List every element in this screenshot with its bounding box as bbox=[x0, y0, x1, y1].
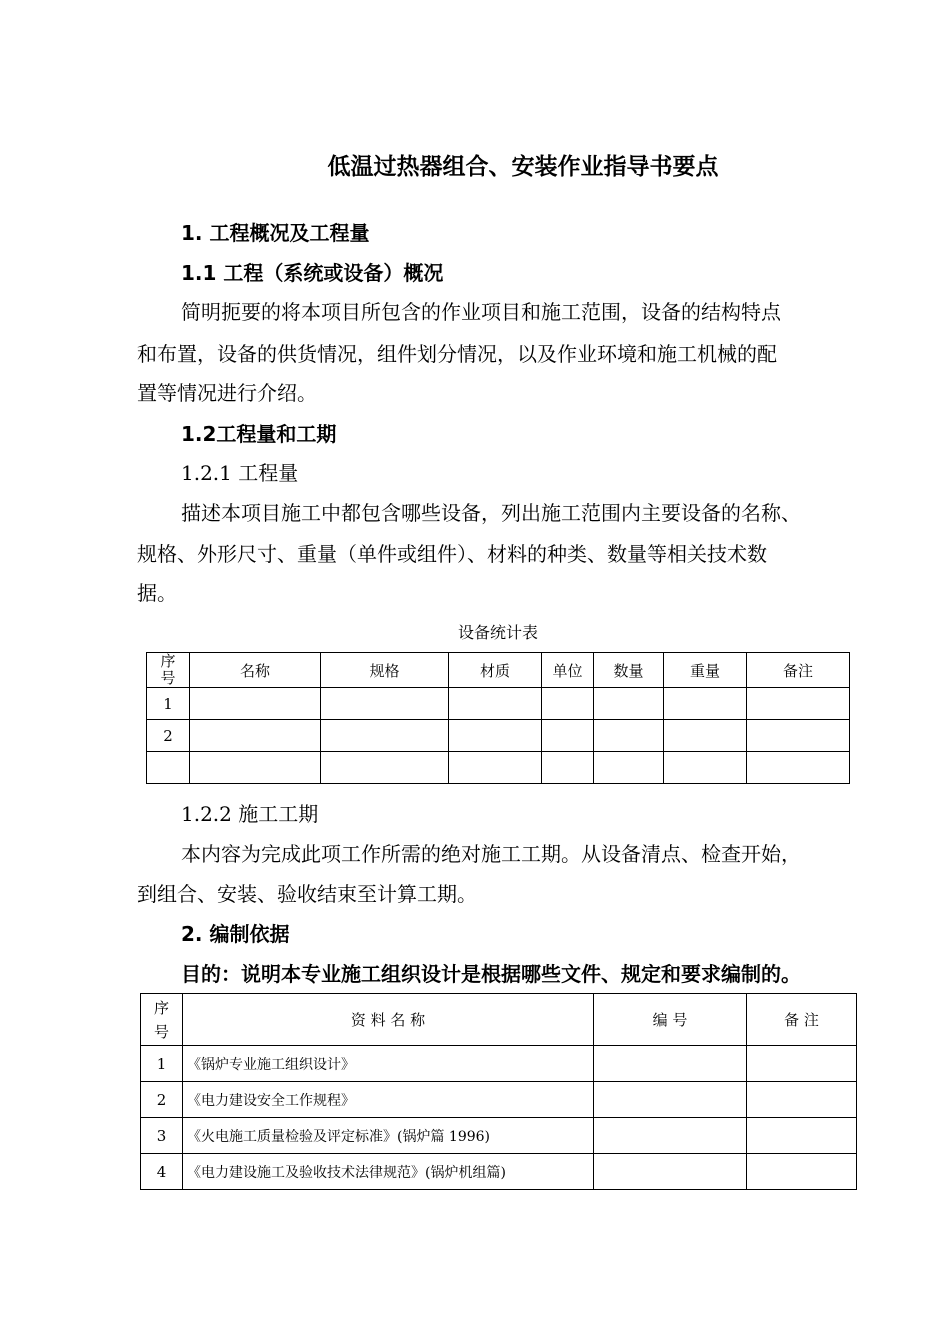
purpose-text: 目的：说明本专业施工组织设计是根据哪些文件、规定和要求编制的。 bbox=[181, 962, 801, 986]
paragraph-line: 简明扼要的将本项目所包含的作业项目和施工范围，设备的结构特点 bbox=[181, 300, 781, 324]
reference-table bbox=[140, 993, 857, 1190]
table-cell bbox=[747, 1118, 857, 1154]
table-cell bbox=[449, 752, 542, 784]
header-cell: 编 号 bbox=[594, 994, 747, 1046]
table-row bbox=[141, 1046, 857, 1082]
table-cell: 3 bbox=[141, 1118, 183, 1154]
header-cell: 备 注 bbox=[747, 994, 857, 1046]
table-cell bbox=[594, 1154, 747, 1190]
table-cell bbox=[190, 688, 321, 720]
table-caption: 设备统计表 bbox=[457, 623, 538, 642]
section-1-2-heading: 1.2工程量和工期 bbox=[181, 422, 337, 446]
table-cell bbox=[321, 752, 449, 784]
table-row bbox=[147, 688, 850, 720]
paragraph-line: 置等情况进行介绍。 bbox=[137, 381, 317, 405]
table-header-row bbox=[141, 994, 857, 1046]
table-row bbox=[147, 720, 850, 752]
table-row bbox=[141, 1118, 857, 1154]
table-cell bbox=[449, 688, 542, 720]
paragraph-line: 描述本项目施工中都包含哪些设备，列出施工范围内主要设备的名称、 bbox=[181, 501, 801, 525]
header-cell: 备注 bbox=[747, 653, 850, 688]
table-cell: 《锅炉专业施工组织设计》 bbox=[183, 1046, 594, 1082]
table-cell bbox=[747, 688, 850, 720]
paragraph-line: 和布置，设备的供货情况，组件划分情况，以及作业环境和施工机械的配 bbox=[137, 342, 777, 366]
table-cell bbox=[190, 752, 321, 784]
section-2-heading: 2. 编制依据 bbox=[181, 922, 290, 946]
header-cell: 序号 bbox=[147, 653, 190, 688]
section-1-heading: 1. 工程概况及工程量 bbox=[181, 221, 370, 245]
table-cell bbox=[594, 1118, 747, 1154]
table-cell: 《电力建设安全工作规程》 bbox=[183, 1082, 594, 1118]
section-1-2-2-heading: 1.2.2 施工工期 bbox=[181, 802, 319, 826]
paragraph-line: 规格、外形尺寸、重量（单件或组件）、材料的种类、数量等相关技术数 bbox=[137, 542, 767, 566]
table-cell: 2 bbox=[141, 1082, 183, 1118]
table-cell bbox=[594, 720, 664, 752]
table-cell bbox=[664, 688, 747, 720]
table-cell bbox=[594, 1046, 747, 1082]
table-cell: 《火电施工质量检验及评定标准》(锅炉篇 1996) bbox=[183, 1118, 594, 1154]
header-cell: 材质 bbox=[449, 653, 542, 688]
paragraph-line: 据。 bbox=[137, 581, 177, 605]
page-title: 低温过热器组合、安装作业指导书要点 bbox=[327, 154, 719, 180]
header-cell: 名称 bbox=[190, 653, 321, 688]
table-header-row bbox=[147, 653, 850, 688]
table-cell bbox=[321, 688, 449, 720]
table-cell bbox=[542, 752, 594, 784]
table-cell bbox=[594, 688, 664, 720]
table-cell bbox=[542, 688, 594, 720]
table-cell: 4 bbox=[141, 1154, 183, 1190]
table-cell: 1 bbox=[141, 1046, 183, 1082]
table-cell: 《电力建设施工及验收技术法律规范》(锅炉机组篇) bbox=[183, 1154, 594, 1190]
header-cell: 重量 bbox=[664, 653, 747, 688]
table-cell bbox=[747, 1082, 857, 1118]
header-cell: 资 料 名 称 bbox=[183, 994, 594, 1046]
header-cell: 序号 bbox=[141, 994, 183, 1046]
paragraph-line: 到组合、安装、验收结束至计算工期。 bbox=[137, 882, 477, 906]
table-cell bbox=[747, 720, 850, 752]
section-1-1-heading: 1.1 工程（系统或设备）概况 bbox=[181, 261, 444, 285]
table-cell bbox=[449, 720, 542, 752]
table-cell bbox=[664, 720, 747, 752]
table-cell bbox=[321, 720, 449, 752]
table-cell bbox=[147, 752, 190, 784]
section-1-2-1-heading: 1.2.1 工程量 bbox=[181, 461, 299, 485]
table-row bbox=[141, 1154, 857, 1190]
table-cell bbox=[594, 1082, 747, 1118]
table-cell bbox=[747, 1046, 857, 1082]
table-cell bbox=[747, 752, 850, 784]
table-row bbox=[141, 1082, 857, 1118]
header-cell: 单位 bbox=[542, 653, 594, 688]
table-cell bbox=[190, 720, 321, 752]
table-cell bbox=[747, 1154, 857, 1190]
table-row bbox=[147, 752, 850, 784]
header-cell: 规格 bbox=[321, 653, 449, 688]
table-cell: 2 bbox=[147, 720, 190, 752]
table-cell: 1 bbox=[147, 688, 190, 720]
table-cell bbox=[542, 720, 594, 752]
equipment-table bbox=[146, 652, 850, 784]
table-cell bbox=[594, 752, 664, 784]
table-cell bbox=[664, 752, 747, 784]
header-cell: 数量 bbox=[594, 653, 664, 688]
paragraph-line: 本内容为完成此项工作所需的绝对施工工期。从设备清点、检查开始， bbox=[181, 842, 801, 866]
